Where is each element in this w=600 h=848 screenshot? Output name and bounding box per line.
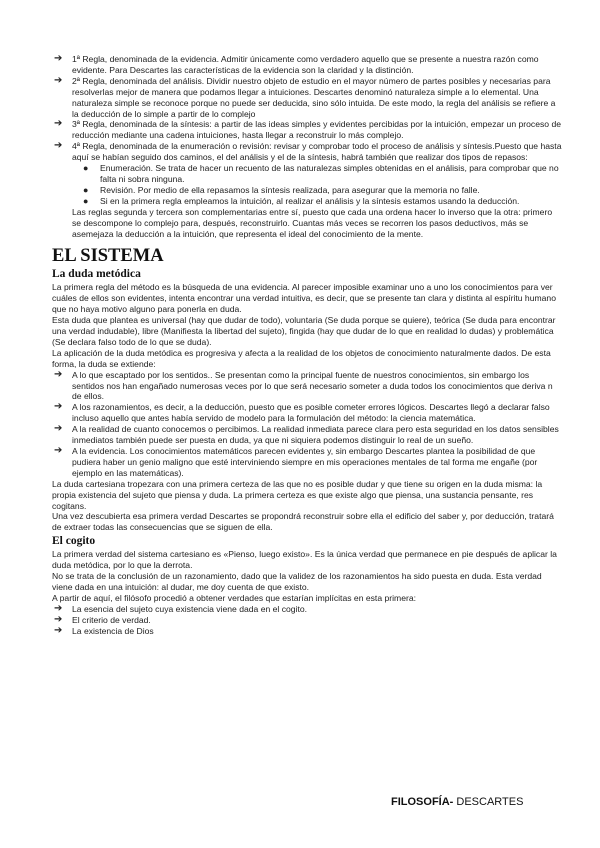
footer-subject: FILOSOFÍA- (391, 796, 454, 808)
arrow-icon: ➔ (54, 401, 63, 413)
cogito-item (52, 604, 562, 615)
duda-item-text: A la evidencia. Los conocimientos matemáticos parecen evidentes y, sin embargo Descartes plantea la posibilidad de que pudiera haber un genio maligno que esté interviniendo siempre en mis operaciones mentales de tal forma me engañe (por ejemplo en las matemáticas). (72, 446, 538, 478)
cogito-item-text: La existencia de Dios (72, 625, 154, 636)
duda-item-text: A la realidad de cuanto conocemos o percibimos. La realidad inmediata parece clara pero esta seguridad en los datos sensibles inmediatos también puede ser puesta en duda, ya que ni siquiera podemos distinguir lo real de un sueño. (72, 424, 559, 446)
cogito-paragraph: A partir de aquí, el filósofo procedió a obtener verdades que estarían implícitas en esta primera: (52, 592, 417, 603)
rule-text: 2ª Regla, denominada del análisis. Dividir nuestro objeto de estudio en el mayor número de partes posibles y necesarias para resolverlas mejor de manera que podamos llegar a intuiciones. Descartes denominó naturaleza simple a lo elemental. Una naturaleza simple se reconoce porque no puede ser deducida, sino sólo intuida. De este modo, la regla del análisis se refiere a la deducción de lo simple a partir de lo complejo (72, 75, 556, 119)
section-title: EL SISTEMA (52, 246, 164, 267)
cogito-paragraph: La primera verdad del sistema cartesiano es «Pienso, luego existo». Es la única verdad que permanece en pie después de aplicar la duda metódica, por lo que la derrota. (52, 549, 557, 571)
rule-item (52, 141, 562, 163)
arrow-icon: ➔ (54, 423, 63, 435)
repaso-item (52, 196, 562, 207)
bullet-icon: ● (83, 163, 89, 174)
arrow-icon: ➔ (54, 613, 63, 625)
repaso-text: Revisión. Por medio de ella repasamos la síntesis realizada, para asegurar que la memoria no falle. (100, 184, 480, 195)
subsection-heading-cogito: El cogito (52, 535, 96, 548)
rule-text: 3ª Regla, denominada de la síntesis: a partir de las ideas simples y evidentes percibidas por la intuición, empezar un proceso de reducción mediante una cadena intuiciones, hasta llegar a reconstruir lo más complejo. (72, 119, 562, 141)
duda-item (52, 402, 562, 424)
rules-paragraph: Las reglas segunda y tercera son complementarias entre sí, puesto que cada una ordena hacer lo inverso que la otra: primero se descompone lo complejo para, después, reconstruirlo. Cuantas más veces se recorren los pasos deductivos, más se asemejaza la deducción a la intuición, que representa el ideal del conocimiento de la mente. (72, 206, 553, 239)
footer-author: DESCARTES (453, 796, 524, 808)
arrow-icon: ➔ (54, 445, 63, 456)
arrow-icon: ➔ (54, 140, 63, 152)
arrow-icon: ➔ (54, 368, 63, 380)
duda-closing-paragraph: La duda cartesiana tropezara con una primera certeza de las que no es posible dudar y que tiene su origen en la duda misma: la propia existencia del sujeto que piensa y duda. La primera certeza es que existe algo que piensa, una sustancia pensante, res cogitans. (52, 478, 543, 511)
rule-text: 4ª Regla, denominada de la enumeración o revisión: revisar y comprobar todo el proceso de análisis y síntesis.Puesto que hasta aquí se habían seguido dos caminos, el del análisis y el de la síntesis, habrá también que realizar dos tipos de repasos: (72, 141, 562, 163)
arrow-icon: ➔ (54, 118, 63, 130)
duda-item (52, 370, 562, 403)
duda-item-text: A los razonamientos, es decir, a la deducción, puesto que es posible cometer errores lógicos. Descartes llegó a declarar falso incluso aquello que antes había servido de modelo para la formulación del método: la ciencia matemática. (72, 402, 550, 424)
cogito-item-text: La esencia del sujeto cuya existencia viene dada en el cogito. (72, 603, 308, 614)
cogito-item (52, 615, 562, 626)
bullet-icon: ● (83, 184, 89, 195)
duda-item (52, 446, 562, 479)
arrow-icon: ➔ (54, 53, 63, 64)
duda-item (52, 424, 562, 446)
repaso-item (52, 185, 562, 196)
arrow-icon: ➔ (54, 74, 63, 86)
page-content (52, 54, 562, 637)
rule-item (52, 119, 562, 141)
repaso-text: Si en la primera regla empleamos la intuición, al realizar el análisis y la síntesis estamos usando la deducción. (100, 195, 520, 206)
page-footer (391, 795, 523, 809)
arrow-icon: ➔ (54, 624, 63, 636)
subsection-heading-duda: La duda metódica (52, 268, 141, 281)
duda-closing-paragraph: Una vez descubierta esa primera verdad Descartes se propondrá reconstruir sobre ella el edificio del saber y, por deducción, tratará de extraer todas las consecuencias que se siguen de ella. (52, 511, 554, 533)
cogito-paragraph: No se trata de la conclusión de un razonamiento, dado que la validez de los razonamientos ha sido puesta en duda. Esta verdad viene dada en una intuición: al dudar, me doy cuenta de que existo. (52, 571, 542, 592)
repaso-item (52, 163, 562, 185)
duda-item-text: A lo que escaptado por los sentidos.. Se presentan como la principal fuente de nuestros conocimientos, sin embargo los sentidos nos han engañado numerosas veces por lo que será necesario someter a duda todos los conocimientos que deriva n de ellos. (72, 369, 553, 402)
duda-paragraph: Esta duda que plantea es universal (hay que dudar de todo), voluntaria (Se duda porque se quiere), teórica (Se duda para encontrar una verdad indudable), libre (Manifiesta la libertad del sujeto), fingida (hay que dudar de lo que en realidad lo dudas) y problemática (Se declara falso todo de lo que se duda). (52, 315, 556, 347)
arrow-icon: ➔ (54, 602, 63, 614)
rule-item (52, 76, 562, 120)
repaso-text: Enumeración. Se trata de hacer un recuento de las naturalezas simples obtenidas en el análisis, para comprobar que no falta ni sobra ninguna. (100, 163, 559, 184)
duda-paragraph: La primera regla del método es la búsqueda de una evidencia. Al parecer imposible examinar uno a uno los conocimientos para ver cuáles de ellos son evidentes, intenta encontrar una verdad intuitiva, es decir, que se presente tan clara y distinta al espíritu humano que no haya motivo alguno para ponerla en duda. (52, 282, 556, 315)
rule-item (52, 54, 562, 76)
cogito-item-text: El criterio de verdad. (72, 614, 151, 625)
rule-text: 1ª Regla, denominada de la evidencia. Admitir únicamente como verdadero aquello que se presente a nuestra razón como evidente. Para Descartes las características de la evidencia son la claridad y la distinción. (72, 54, 539, 75)
cogito-item (52, 626, 562, 637)
duda-paragraph: La aplicación de la duda metódica es progresiva y afecta a la realidad de los objetos de conocimiento naturalmente dados. De esta forma, la duda se extiende: (52, 347, 551, 369)
bullet-icon: ● (83, 195, 89, 206)
